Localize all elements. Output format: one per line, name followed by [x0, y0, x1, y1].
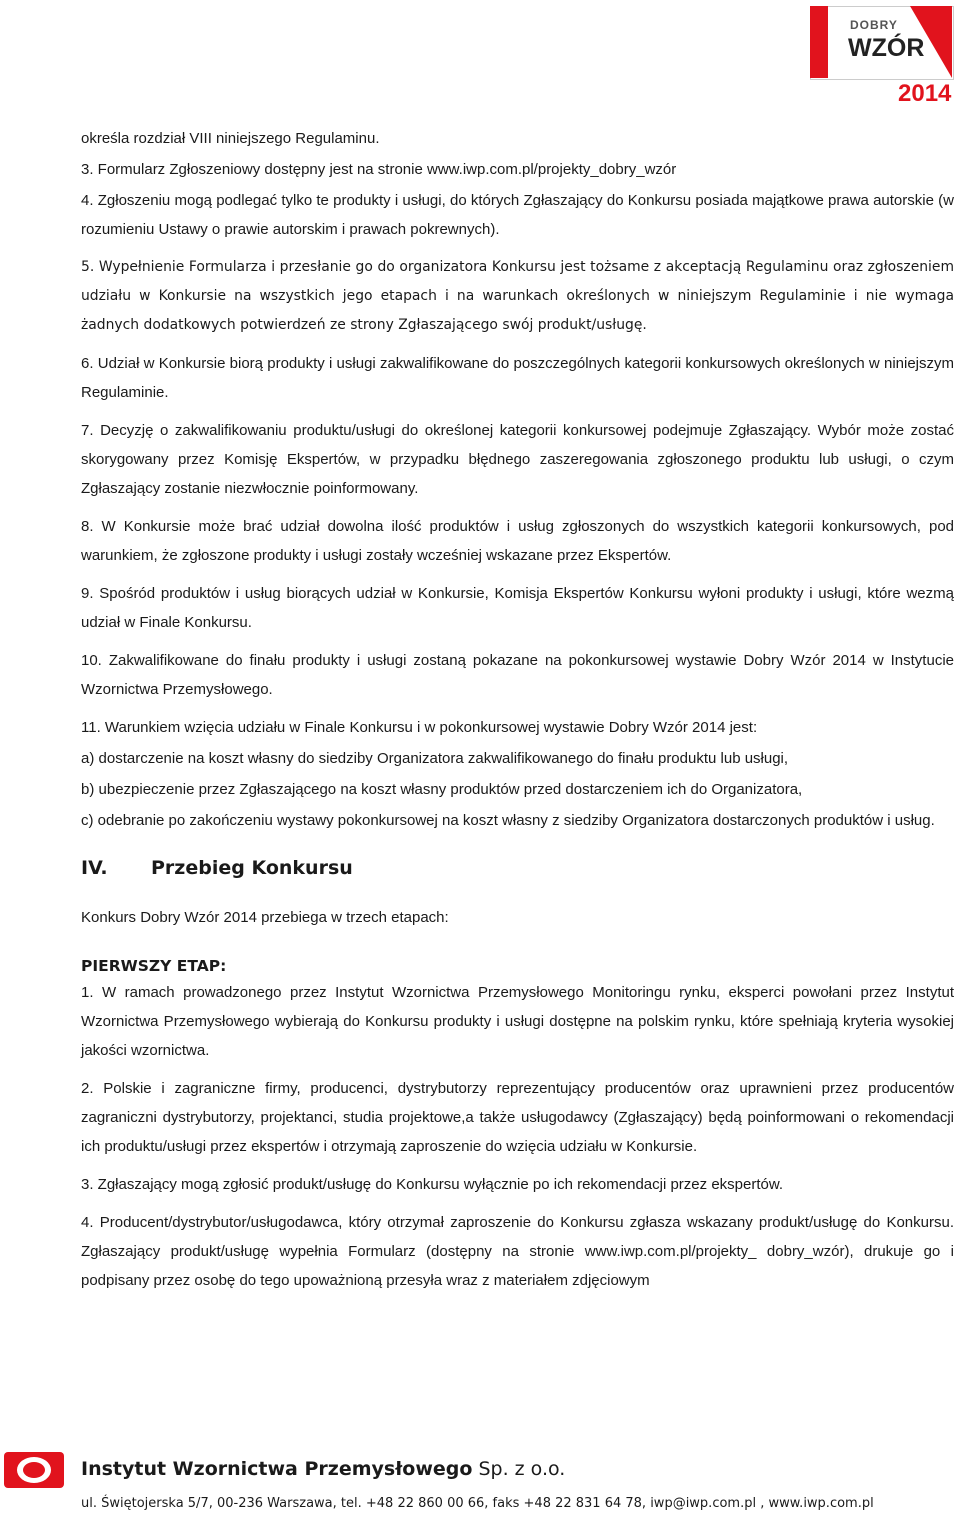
- stages-intro: Konkurs Dobry Wzór 2014 przebiega w trzech etapach:: [81, 909, 449, 926]
- paragraph-6: 6. Udział w Konkursie biorą produkty i usługi zakwalifikowane do poszczególnych kategorii konkursowych określonych w niniejszym Regulaminie.: [81, 355, 954, 401]
- logo-year: 2014: [898, 80, 952, 107]
- section-title: Przebieg Konkursu: [151, 857, 353, 879]
- iwp-logo-icon: [4, 1452, 64, 1488]
- stage1-item-1: 1. W ramach prowadzonego przez Instytut Wzornictwa Przemysłowego Monitoringu rynku, eksperci powołani przez Instytut Wzornictwa Przemysłowego wybierają do Konkursu produkty i usługi dostępne na polskim rynku, które spełniają kryteria wysokiej jakości wzornictwa.: [81, 984, 954, 1059]
- dobry-wzor-logo: [810, 6, 954, 106]
- document-body: [81, 124, 954, 1304]
- paragraph-11a: a) dostarczenie na koszt własny do siedziby Organizatora zakwalifikowanego do finału produktu lub usługi,: [81, 750, 789, 767]
- paragraph-11c: c) odebranie po zakończeniu wystawy pokonkursowej na koszt własny z siedziby Organizatora dostarczonych produktów i usług.: [81, 812, 935, 829]
- paragraph-11b: b) ubezpieczenie przez Zgłaszającego na koszt własny produktów przed dostarczeniem ich do Organizatora,: [81, 781, 803, 798]
- paragraph-7: 7. Decyzję o zakwalifikowaniu produktu/usługi do określonej kategorii konkursowej podejmuje Zgłaszający. Wybór może zostać skorygowany przez Komisję Ekspertów, w przypadku błędnego zaszeregowania zgłoszonego produktu lub usługi, o czym Zgłaszający zostanie niezwłocznie poinformowany.: [81, 422, 954, 497]
- page-footer: [0, 1448, 960, 1517]
- logo-line1: DOBRY: [850, 18, 898, 32]
- stage1-item-3: 3. Zgłaszający mogą zgłosić produkt/usługę do Konkursu wyłącznie po ich rekomendacji przez ekspertów.: [81, 1176, 784, 1193]
- paragraph-8: 8. W Konkursie może brać udział dowolna ilość produktów i usług zgłoszonych do wszystkich kategorii konkursowych, pod warunkiem, że zgłoszone produkty i usługi zostały wcześniej wskazane przez Ekspertów.: [81, 518, 954, 564]
- section-heading: [81, 857, 954, 879]
- section-number: IV.: [81, 857, 108, 879]
- stage1-item-2: 2. Polskie i zagraniczne firmy, producenci, dystrybutorzy reprezentujący producentów oraz uprawnieni przez producentów zagraniczni dystrybutorzy, projektanci, studia projektowe,a także usługodawcy (Zgłaszający) będą poinformowani o rekomendacji ich produktu/usługi przez ekspertów i otrzymają zaproszenie do wzięcia udziału w Konkursie.: [81, 1080, 954, 1155]
- paragraph-5: 5. Wypełnienie Formularza i przesłanie go do organizatora Konkursu jest tożsame z akceptacją Regulaminu oraz zgłoszeniem udziału w Konkursie na wszystkich jego etapach i na warunkach określonych w niniejszym Regulaminie i nie wymaga żadnych dodatkowych potwierdzeń ze strony Zgłaszającego swój produkt/usługę.: [81, 259, 954, 333]
- paragraph-10: 10. Zakwalifikowane do finału produkty i usługi zostaną pokazane na pokonkursowej wystawie Dobry Wzór 2014 w Instytucie Wzornictwa Przemysłowego.: [81, 652, 954, 698]
- logo-red-bar: [810, 6, 828, 78]
- company-name: Instytut Wzornictwa Przemysłowego: [81, 1458, 473, 1480]
- company-suffix: Sp. z o.o.: [472, 1458, 566, 1480]
- stage-heading: PIERWSZY ETAP:: [81, 957, 227, 975]
- logo-line2: WZÓR: [848, 34, 925, 62]
- paragraph-9: 9. Spośród produktów i usług biorących udział w Konkursie, Komisja Ekspertów Konkursu wyłoni produkty i usługi, które wezmą udział w Finale Konkursu.: [81, 585, 954, 631]
- paragraph-4: 4. Zgłoszeniu mogą podlegać tylko te produkty i usługi, do których Zgłaszający do Konkursu posiada majątkowe prawa autorskie (w rozumieniu Ustawy o prawie autorskim i prawach pokrewnych).: [81, 192, 954, 238]
- paragraph-continuation: określa rozdział VIII niniejszego Regulaminu.: [81, 130, 380, 147]
- stage1-item-4: 4. Producent/dystrybutor/usługodawca, który otrzymał zaproszenie do Konkursu zgłasza wskazany produkt/usługę do Konkursu. Zgłaszający produkt/usługę wypełnia Formularz (dostępny na stronie www.iwp.com.pl/projekty_ dobry_wzór), drukuje go i podpisany przez osobę do tego upoważnioną przesyła wraz z materiałem zdjęciowym: [81, 1214, 954, 1289]
- footer-address: ul. Świętojerska 5/7, 00-236 Warszawa, tel. +48 22 860 00 66, faks +48 22 831 64 78, iwp@iwp.com.pl , www.iwp.com.pl: [81, 1496, 874, 1511]
- paragraph-11: 11. Warunkiem wzięcia udziału w Finale Konkursu i w pokonkursowej wystawie Dobry Wzór 2014 jest:: [81, 719, 758, 736]
- paragraph-3: 3. Formularz Zgłoszeniowy dostępny jest na stronie www.iwp.com.pl/projekty_dobry_wzór: [81, 161, 677, 178]
- footer-company: [81, 1458, 565, 1480]
